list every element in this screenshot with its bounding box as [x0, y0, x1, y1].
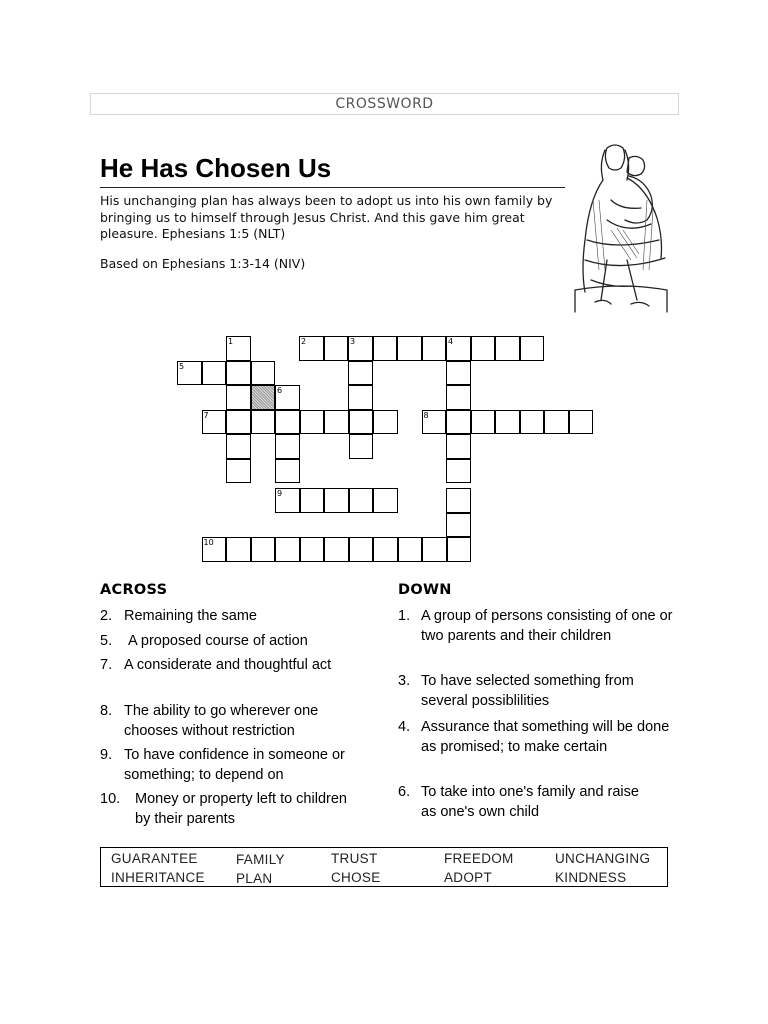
grid-cell[interactable]	[373, 488, 398, 513]
clue-num: 7.	[100, 657, 113, 673]
clue-number: 5	[179, 361, 185, 371]
grid-cell[interactable]	[226, 385, 251, 410]
grid-cell[interactable]	[373, 336, 398, 361]
grid-cell[interactable]	[422, 336, 447, 361]
grid-cell[interactable]	[226, 537, 251, 562]
grid-cell[interactable]	[446, 385, 471, 410]
clue-num: 9.	[100, 747, 113, 763]
down-heading: DOWN	[398, 582, 452, 598]
grid-cell[interactable]	[226, 361, 251, 386]
grid-cell[interactable]	[446, 361, 471, 386]
clue-num: 4.	[398, 719, 411, 735]
grid-cell[interactable]	[202, 410, 227, 435]
word-bank-item: KINDNESS	[555, 870, 627, 885]
grid-cell[interactable]	[348, 336, 373, 361]
clue-text: Assurance that something will be done as promised; to make certain	[421, 719, 670, 755]
clue-text: Remaining the same	[124, 608, 257, 624]
grid-cell[interactable]	[275, 410, 300, 435]
clue-number: 6	[277, 386, 283, 395]
clue-text: Money or property left to children by their parents	[135, 791, 347, 827]
grid-cell[interactable]	[446, 434, 471, 459]
grid-cell[interactable]	[349, 488, 374, 513]
puzzle-title: He Has Chosen Us	[100, 153, 332, 183]
jesus-with-child-illustration	[567, 140, 675, 318]
grid-cell[interactable]	[275, 459, 300, 484]
grid-cell[interactable]	[202, 361, 227, 386]
clue-num: 2.	[100, 608, 113, 624]
grid-cell[interactable]	[349, 434, 374, 459]
word-bank	[100, 847, 668, 887]
grid-cell[interactable]	[324, 336, 349, 361]
grid-cell[interactable]	[202, 537, 227, 562]
clue-number: 4	[448, 337, 454, 346]
grid-cell[interactable]	[226, 459, 251, 484]
grid-cell[interactable]	[422, 410, 447, 435]
grid-cell[interactable]	[251, 537, 276, 562]
grid-cell[interactable]	[226, 336, 251, 361]
clue-text: To have selected something from several possiblilities	[421, 673, 634, 709]
grid-cell[interactable]	[446, 488, 471, 513]
clue-number: 7	[203, 410, 209, 420]
across-clue	[100, 632, 370, 652]
grid-cell[interactable]	[324, 410, 349, 435]
grid-cell[interactable]	[447, 537, 472, 562]
grid-cell[interactable]	[471, 336, 496, 361]
clue-num: 1.	[398, 608, 411, 624]
grid-cell[interactable]	[177, 361, 202, 386]
grid-cell[interactable]	[422, 537, 447, 562]
clue-text: A proposed course of action	[128, 633, 308, 649]
grid-cell[interactable]	[324, 537, 349, 562]
clue-num: 8.	[100, 703, 113, 719]
verse-text: His unchanging plan has always been to adopt us into his own family by bringing us to himself through Jesus Christ. And this gave him great pleasure. Ephesians 1:5 (NLT)	[100, 193, 553, 241]
grid-cell[interactable]	[446, 513, 471, 538]
header-title: CROSSWORD	[335, 96, 434, 112]
grid-cell[interactable]	[373, 537, 398, 562]
grid-cell[interactable]	[349, 537, 374, 562]
grid-cell[interactable]	[349, 410, 374, 435]
word-bank-item: FREEDOM	[444, 851, 514, 866]
grid-cell[interactable]	[251, 361, 276, 386]
across-heading: ACROSS	[100, 582, 168, 598]
word-bank-item: UNCHANGING	[555, 851, 651, 866]
clue-num: 6.	[398, 784, 411, 800]
grid-cell[interactable]	[348, 361, 373, 386]
across-clue	[100, 607, 370, 627]
grid-cell[interactable]	[275, 488, 300, 513]
grid-cell[interactable]	[495, 336, 520, 361]
grid-cell[interactable]	[520, 336, 545, 361]
grid-cell[interactable]	[446, 410, 471, 435]
grid-cell[interactable]	[226, 434, 251, 459]
grid-cell[interactable]	[300, 488, 325, 513]
clue-number: 10	[203, 538, 214, 547]
word-bank-item: ADOPT	[444, 870, 493, 885]
shaded-grid-cell	[251, 385, 276, 410]
across-clue	[100, 746, 380, 785]
down-clue	[398, 718, 673, 757]
clue-num: 10.	[100, 791, 121, 807]
word-bank-item: TRUST	[331, 851, 378, 866]
grid-cell[interactable]	[275, 385, 300, 410]
across-clue	[100, 656, 380, 676]
grid-cell[interactable]	[398, 537, 423, 562]
grid-cell[interactable]	[397, 336, 422, 361]
clue-text: A considerate and thoughtful act	[124, 657, 332, 673]
grid-cell[interactable]	[299, 336, 324, 361]
grid-cell[interactable]	[446, 336, 471, 361]
word-bank-item: GUARANTEE	[111, 851, 198, 866]
grid-cell[interactable]	[446, 459, 471, 484]
clue-num: 5.	[100, 633, 113, 649]
grid-cell[interactable]	[373, 410, 398, 435]
clue-num: 3.	[398, 673, 411, 689]
across-clue	[100, 702, 370, 741]
across-clue	[100, 790, 350, 829]
clue-text: A group of persons consisting of one or two parents and their children	[421, 608, 673, 644]
word-bank-item: INHERITANCE	[111, 870, 205, 885]
down-clue	[398, 783, 658, 822]
word-bank-item: PLAN	[236, 871, 273, 886]
clue-number: 8	[423, 410, 429, 420]
grid-cell[interactable]	[300, 410, 325, 435]
down-clue	[398, 672, 673, 711]
grid-cell[interactable]	[300, 537, 325, 562]
grid-cell[interactable]	[495, 410, 520, 435]
grid-cell[interactable]	[275, 537, 300, 562]
grid-cell[interactable]	[226, 410, 251, 435]
grid-cell[interactable]	[251, 410, 276, 435]
title-divider	[100, 187, 565, 188]
word-bank-item: CHOSE	[331, 870, 381, 885]
grid-cell[interactable]	[471, 410, 496, 435]
down-clue	[398, 607, 673, 646]
grid-cell[interactable]	[348, 385, 373, 410]
clue-number: 1	[228, 337, 234, 346]
word-bank-item: FAMILY	[236, 852, 285, 867]
clue-number: 2	[301, 337, 307, 346]
grid-cell[interactable]	[520, 410, 545, 435]
clue-number: 9	[277, 489, 283, 498]
grid-cell[interactable]	[275, 434, 300, 459]
clue-text: The ability to go wherever one chooses without restriction	[124, 703, 319, 739]
clue-number: 3	[350, 337, 356, 346]
grid-cell[interactable]	[544, 410, 569, 435]
based-on-text: Based on Ephesians 1:3-14 (NIV)	[100, 256, 306, 271]
clue-text: To take into one's family and raise as one's own child	[421, 784, 639, 820]
clue-text: To have confidence in someone or something; to depend on	[124, 747, 345, 783]
grid-cell[interactable]	[569, 410, 594, 435]
header-title-box	[90, 93, 679, 115]
grid-cell[interactable]	[324, 488, 349, 513]
